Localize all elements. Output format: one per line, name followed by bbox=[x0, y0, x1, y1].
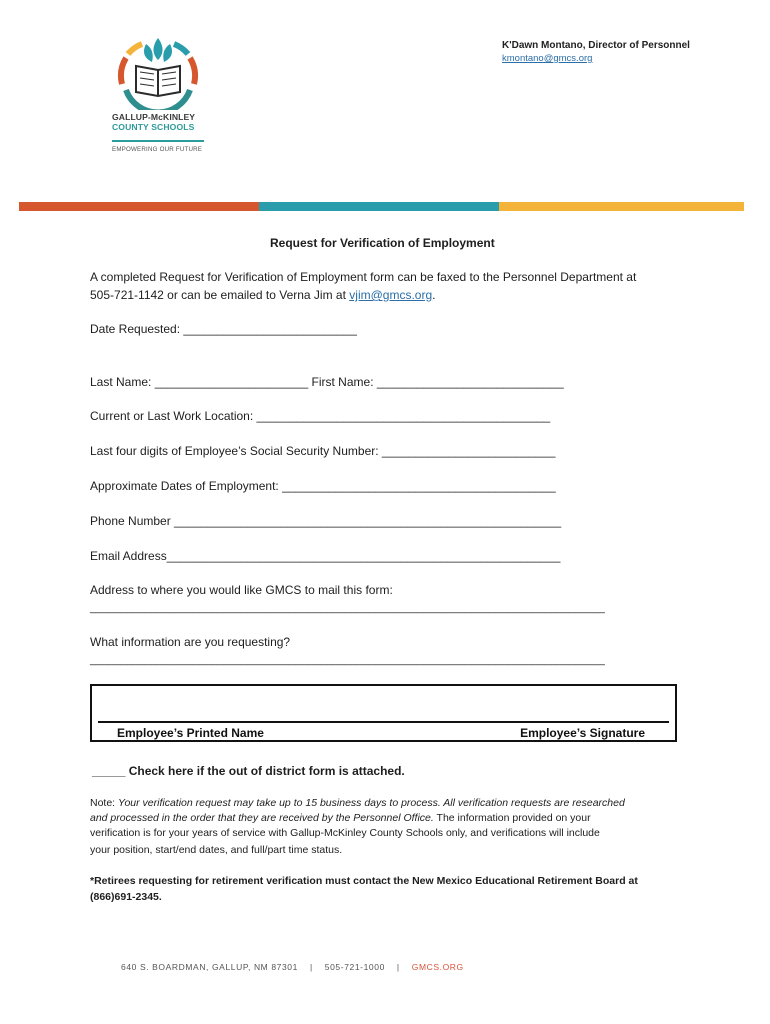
dates-employment-field[interactable]: Approximate Dates of Employment: _________________________________________ bbox=[90, 479, 556, 493]
retirees-line-1: *Retirees requesting for retirement verification must contact the New Mexico Educational Retirement Board at bbox=[90, 875, 638, 887]
note-line-2 bbox=[90, 811, 591, 826]
footer-separator: | bbox=[309, 962, 313, 972]
note-line-2-rest: The information provided on your bbox=[433, 812, 591, 824]
work-location-field[interactable]: Current or Last Work Location: ____________________________________________ bbox=[90, 409, 551, 423]
address-blank-line[interactable]: _____________________________________________________________________________________ bbox=[90, 602, 605, 614]
header-contact bbox=[502, 40, 702, 64]
logo-line-2: COUNTY SCHOOLS bbox=[112, 122, 195, 132]
note-line-4: your position, start/end dates, and full/part time status. bbox=[90, 844, 343, 856]
phone-field[interactable]: Phone Number __________________________________________________________ bbox=[90, 514, 562, 528]
intro-line-2 bbox=[90, 287, 435, 303]
name-fields[interactable]: Last Name: _______________________ First Name: ____________________________ bbox=[90, 375, 564, 389]
footer-address: 640 S. BOARDMAN, GALLUP, NM 87301 bbox=[121, 962, 298, 972]
color-bar-orange bbox=[19, 202, 259, 211]
email-field[interactable]: Email Address___________________________________________________________ bbox=[90, 549, 561, 563]
footer-website-link[interactable]: GMCS.ORG bbox=[411, 962, 464, 972]
address-label: Address to where you would like GMCS to mail this form: bbox=[90, 583, 393, 597]
info-label: What information are you requesting? bbox=[90, 635, 291, 649]
out-of-district-checkbox-line[interactable]: _____ Check here if the out of district form is attached. bbox=[92, 764, 405, 778]
note-line-1 bbox=[90, 796, 625, 811]
ssn-field[interactable]: Last four digits of Employee’s Social Security Number: __________________________ bbox=[90, 444, 556, 458]
note-line-3: verification is for your years of service with Gallup-McKinley County Schools only, and verifications will include bbox=[90, 827, 600, 839]
form-title: Request for Verification of Employment bbox=[270, 236, 495, 250]
page-footer bbox=[121, 962, 464, 972]
signature-line bbox=[98, 721, 669, 723]
note-line-2-italic: and processed in the order that they are received by the Personnel Office. bbox=[90, 812, 434, 824]
contact-email-link[interactable]: kmontano@gmcs.org bbox=[502, 53, 593, 64]
header-color-bar bbox=[19, 202, 744, 211]
signature-label: Employee’s Signature bbox=[520, 726, 645, 740]
note-line-1-text: Your verification request may take up to 15 business days to process. All verification requests are researched bbox=[118, 797, 625, 809]
contact-name: K'Dawn Montano, Director of Personnel bbox=[502, 40, 690, 51]
verna-email-link[interactable]: vjim@gmcs.org bbox=[349, 288, 433, 302]
logo-line-1: GALLUP-McKINLEY bbox=[112, 112, 196, 122]
open-book-emblem-icon bbox=[112, 36, 204, 110]
signature-box[interactable] bbox=[90, 684, 677, 742]
date-requested-field[interactable]: Date Requested: __________________________ bbox=[90, 322, 357, 336]
color-bar-yellow bbox=[499, 202, 744, 211]
footer-phone: 505-721-1000 bbox=[324, 962, 385, 972]
intro-line-1: A completed Request for Verification of Employment form can be faxed to the Personnel Department at bbox=[90, 270, 637, 284]
logo-divider bbox=[112, 140, 204, 142]
info-blank-line[interactable]: _____________________________________________________________________________________ bbox=[90, 654, 605, 666]
intro-line-2-prefix: 505-721-1142 or can be emailed to Verna Jim at bbox=[90, 288, 350, 302]
logo-tagline: EMPOWERING OUR FUTURE bbox=[112, 146, 203, 153]
district-logo bbox=[112, 36, 212, 160]
note-prefix: Note: bbox=[90, 797, 119, 809]
color-bar-teal bbox=[259, 202, 499, 211]
retirees-line-2: (866)691-2345. bbox=[90, 891, 162, 903]
printed-name-label: Employee’s Printed Name bbox=[117, 726, 264, 740]
intro-line-2-suffix: . bbox=[432, 288, 436, 302]
footer-separator: | bbox=[396, 962, 400, 972]
